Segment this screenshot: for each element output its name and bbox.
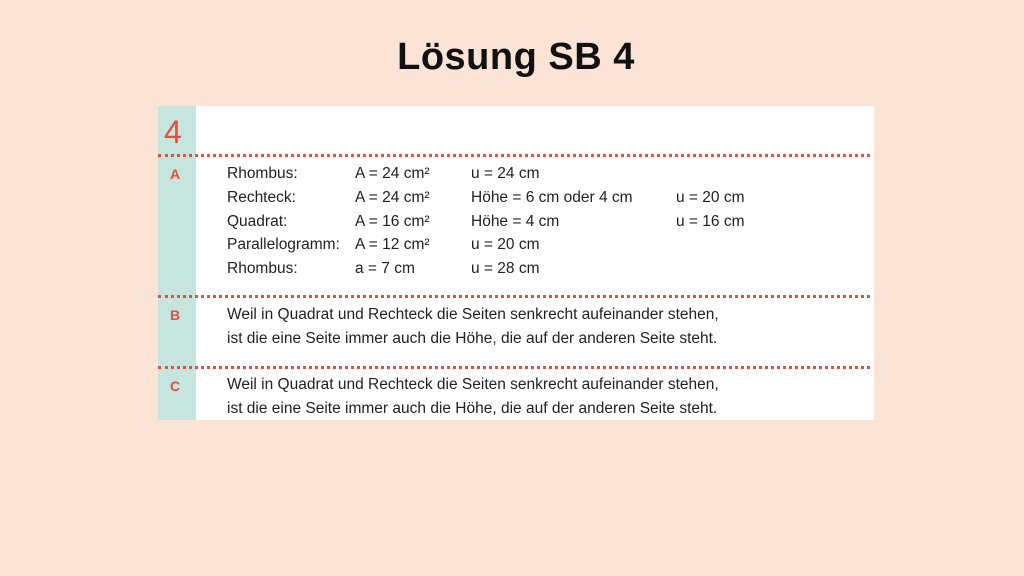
row-1-area: A = 24 cm² xyxy=(355,165,430,182)
section-c-label: C xyxy=(170,378,181,394)
row-1-shape: Rhombus: xyxy=(227,165,298,182)
section-c-line-2: ist die eine Seite immer auch die Höhe, die auf der anderen Seite steht. xyxy=(227,399,718,417)
section-b-text xyxy=(227,303,719,350)
section-b-label: B xyxy=(170,307,181,323)
row-2-area: A = 24 cm² xyxy=(355,189,430,206)
row-3-extra1: Höhe = 4 cm xyxy=(471,213,560,230)
row-5-shape: Rhombus: xyxy=(227,260,298,277)
section-c-line-1: Weil in Quadrat und Rechteck die Seiten senkrecht aufeinander stehen, xyxy=(227,376,719,393)
task-number: 4 xyxy=(164,114,182,150)
section-divider xyxy=(158,295,870,298)
row-5-area: a = 7 cm xyxy=(355,260,415,277)
row-3-extra2: u = 16 cm xyxy=(676,213,745,230)
row-4-shape: Parallelogramm: xyxy=(227,236,340,253)
row-2-extra2: u = 20 cm xyxy=(676,189,745,206)
section-b-line-1: Weil in Quadrat und Rechteck die Seiten senkrecht aufeinander stehen, xyxy=(227,306,719,323)
solution-card xyxy=(158,106,874,420)
section-b-line-2: ist die eine Seite immer auch die Höhe, die auf der anderen Seite steht. xyxy=(227,329,718,347)
row-3-area: A = 16 cm² xyxy=(355,213,430,230)
row-5-extra1: u = 28 cm xyxy=(471,260,540,277)
section-a-label: A xyxy=(170,166,181,182)
slide-title: Lösung SB 4 xyxy=(397,36,635,78)
section-divider xyxy=(158,366,870,369)
row-1-extra1: u = 24 cm xyxy=(471,165,540,182)
row-3-shape: Quadrat: xyxy=(227,213,288,230)
section-divider xyxy=(158,154,870,157)
section-c-text xyxy=(227,373,719,420)
row-2-extra1: Höhe = 6 cm oder 4 cm xyxy=(471,189,633,206)
row-4-extra1: u = 20 cm xyxy=(471,236,540,253)
row-4-area: A = 12 cm² xyxy=(355,236,430,253)
row-2-shape: Rechteck: xyxy=(227,189,296,206)
